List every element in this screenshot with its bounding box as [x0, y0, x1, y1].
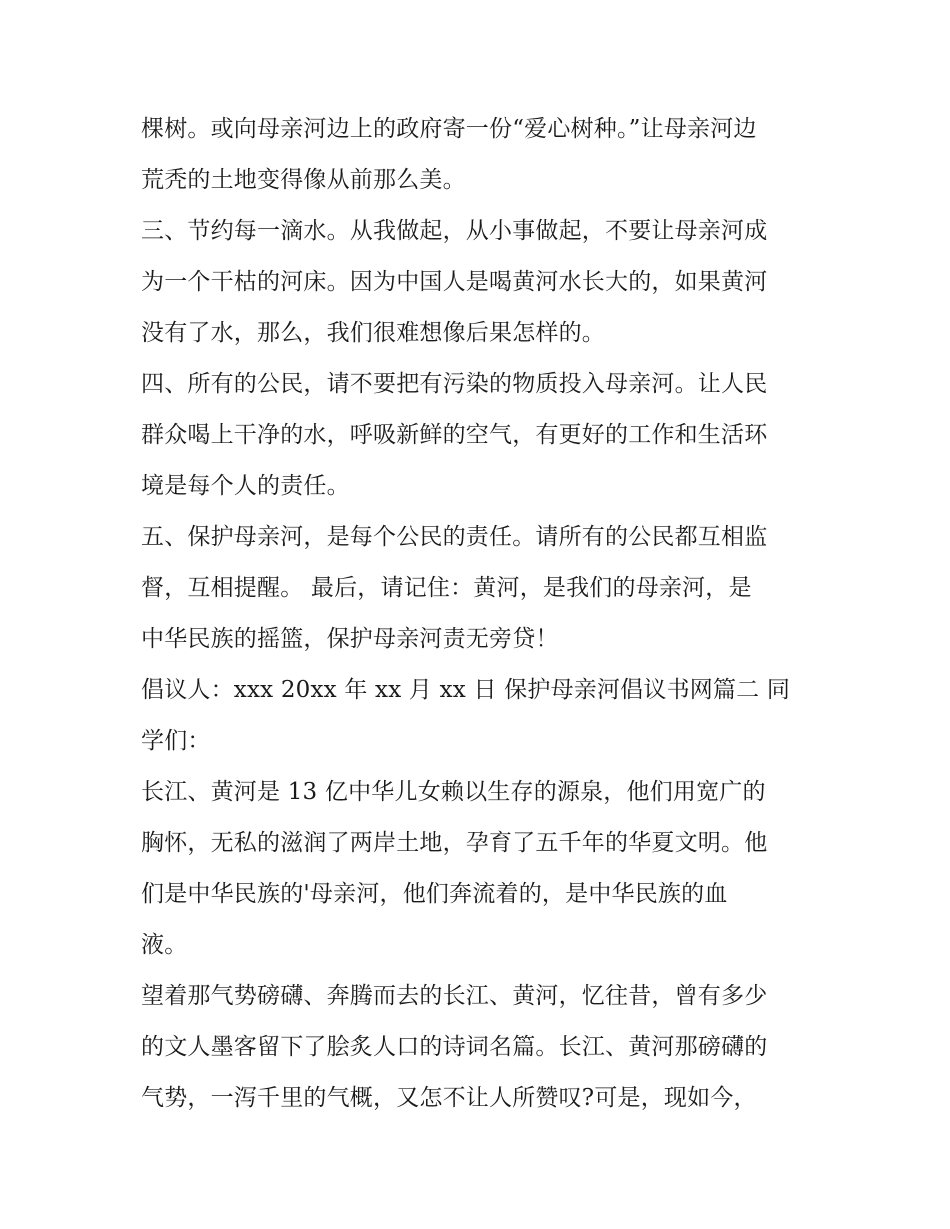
text-line: 中华民族的摇篮，保护母亲河责无旁贷！ — [141, 626, 559, 652]
text-line: 没有了水，那么，我们很难想像后果怎样的。 — [141, 320, 605, 346]
text-line: 督，互相提醒。 最后，请记住：黄河，是我们的母亲河，是 — [141, 575, 752, 601]
text-line: 液。 — [141, 932, 188, 958]
text-line: 棵树。或向母亲河边上的政府寄一份“爱心树种。”让母亲河边 — [141, 116, 757, 142]
text-line: 三、节约每一滴水。从我做起，从小事做起，不要让母亲河成 — [141, 218, 768, 244]
text-line: 四、所有的公民，请不要把有污染的物质投入母亲河。让人民 — [141, 371, 768, 397]
text-line: 倡议人：xxx 20xx 年 xx 月 xx 日 保护母亲河倡议书网篇二 同 — [141, 677, 791, 703]
text-line: 气势，一泻千里的气概，又怎不让人所赞叹?可是，现如今， — [141, 1085, 757, 1111]
text-line: 望着那气势磅礴、奔腾而去的长江、黄河，忆往昔，曾有多少 — [141, 983, 768, 1009]
text-line: 学们： — [141, 728, 211, 754]
text-line: 为一个干枯的河床。因为中国人是喝黄河水长大的，如果黄河 — [141, 269, 768, 295]
text-line: 们是中华民族的'母亲河，他们奔流着的，是中华民族的血 — [141, 881, 728, 907]
text-line: 荒秃的土地变得像从前那么美。 — [141, 167, 466, 193]
text-line: 五、保护母亲河，是每个公民的责任。请所有的公民都互相监 — [141, 524, 768, 550]
text-line: 群众喝上干净的水，呼吸新鲜的空气，有更好的工作和生活环 — [141, 422, 768, 448]
text-line: 胸怀，无私的滋润了两岸土地，孕育了五千年的华夏文明。他 — [141, 830, 768, 856]
text-line: 长江、黄河是 13 亿中华儿女赖以生存的源泉，他们用宽广的 — [141, 779, 766, 805]
text-line: 的文人墨客留下了脍炙人口的诗词名篇。长江、黄河那磅礴的 — [141, 1034, 768, 1060]
text-line: 境是每个人的责任。 — [141, 473, 350, 499]
